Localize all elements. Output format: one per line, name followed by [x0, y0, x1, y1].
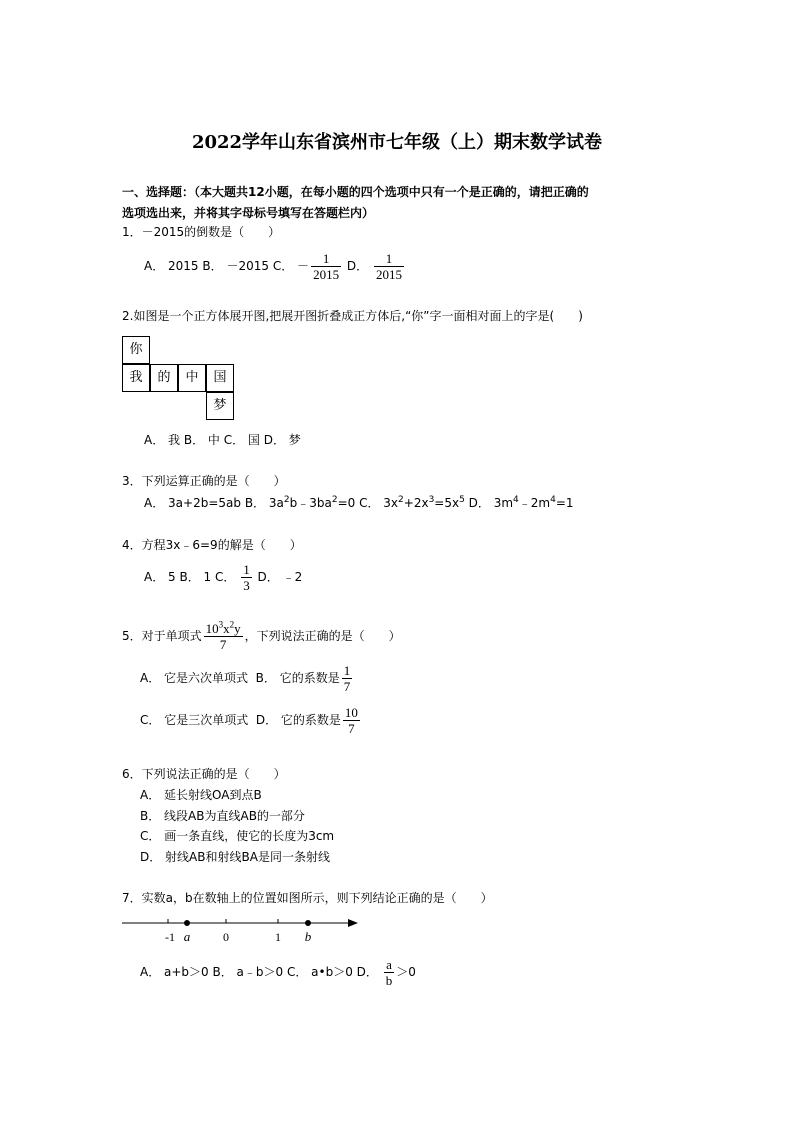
q4-option-d: D． ﹣2	[257, 570, 303, 584]
q5-stem-pre: 5．对于单项式	[122, 629, 202, 643]
q1-option-b: B． －2015	[202, 259, 269, 273]
expr-part: 10	[205, 621, 219, 636]
cube-net-cell: 梦	[206, 392, 234, 420]
cube-net-cell: 的	[150, 364, 178, 392]
fraction-denominator: 7	[343, 679, 351, 694]
q4-option-ab: A． 5 B． 1 C．	[144, 570, 236, 584]
expr-part: =5x	[434, 496, 460, 510]
q1-option-a: A． 2015	[144, 259, 199, 273]
section-heading-line1: 一、选择题：（本大题共12小题，在每小题的四个选项中只有一个是正确的，请把正确的	[122, 185, 589, 199]
fraction-numerator: 1	[374, 251, 404, 267]
fraction-numerator: a	[384, 957, 395, 973]
q6-option-b: B． 线段AB为直线AB的一部分	[140, 809, 305, 823]
fraction-denominator: 2015	[375, 267, 402, 282]
q5-stem-post: ，下列说法正确的是（ ）	[244, 629, 401, 643]
q5-option-c: C． 它是三次单项式	[140, 713, 249, 727]
exponent: 3	[428, 495, 435, 505]
fraction-numerator: 1	[343, 663, 351, 678]
q7-option-d-post: ＞0	[396, 965, 416, 979]
q2-options: A． 我 B． 中 C． 国 D． 梦	[144, 433, 301, 447]
q6-option-d: D． 射线AB和射线BA是同一条射线	[140, 850, 330, 864]
expr-part: =0	[337, 496, 356, 510]
point-a	[184, 920, 190, 926]
q6-stem: 6．下列说法正确的是（ ）	[122, 767, 286, 781]
exponent: 2	[398, 495, 404, 505]
exponent: 5	[459, 495, 465, 505]
expr-part: D． 3m	[468, 496, 514, 510]
expr-part: b﹣3ba	[289, 496, 332, 510]
expr-part: C． 3x	[359, 496, 399, 510]
q5-stem	[122, 621, 401, 652]
q3-option-c	[359, 496, 465, 510]
q4-options	[144, 562, 302, 593]
q1-stem: 1．－2015的倒数是（ ）	[122, 225, 281, 239]
exponent: 2	[283, 495, 290, 505]
cube-net-cell: 中	[178, 364, 206, 392]
expr-part: x	[223, 621, 230, 636]
q1-option-d-fraction	[374, 251, 404, 282]
fraction-denominator: b	[385, 973, 393, 988]
exponent: 3	[218, 619, 224, 630]
cube-net-diagram	[122, 336, 236, 420]
section-heading-line2: 选项选出来，并将其字母标号填写在答题栏内）	[122, 206, 375, 220]
tick-label: 0	[223, 930, 229, 944]
q5-option-a: A． 它是六次单项式	[140, 671, 249, 685]
fraction-denominator: 7	[348, 721, 355, 736]
q5-option-d-fraction	[343, 705, 360, 736]
q1-option-d-label: D．	[346, 259, 369, 273]
q7-stem: 7．实数a，b在数轴上的位置如图所示，则下列结论正确的是（ ）	[122, 891, 493, 905]
fraction-denominator: 2015	[313, 267, 340, 282]
q5-option-b: B． 它的系数是	[255, 671, 340, 685]
point-a-label: a	[183, 929, 191, 944]
q1-option-c-label: C．	[272, 259, 294, 273]
cube-net-cell: 你	[122, 336, 150, 364]
q3-stem: 3．下列运算正确的是（ ）	[122, 474, 286, 488]
fraction-denominator: 3	[243, 578, 250, 593]
expr-part: +2x	[403, 496, 429, 510]
q5-option-d: D． 它的系数是	[255, 713, 341, 727]
number-line-arrow	[348, 919, 358, 927]
fraction-denominator: 7	[219, 637, 227, 652]
q3-option-d	[469, 496, 574, 510]
q6-option-c: C． 画一条直线，使它的长度为3cm	[140, 829, 335, 843]
q3-options	[144, 494, 574, 511]
q1-option-c-sign: －	[297, 259, 310, 273]
fraction-numerator: 1	[311, 251, 341, 267]
tick-label: -1	[165, 930, 175, 944]
q5-monomial-fraction	[204, 621, 243, 652]
fraction-numerator	[204, 621, 243, 637]
fraction-numerator: 10	[344, 705, 358, 720]
q2-stem: 2.如图是一个正方体展开图,把展开图折叠成正方体后,“你”字一面相对面上的字是( )	[122, 309, 583, 323]
q5-options-ab	[140, 663, 354, 694]
exponent: 2	[331, 495, 338, 505]
q6-option-a: A． 延长射线OA到点B	[140, 788, 262, 802]
q1-options	[144, 251, 406, 282]
fraction-numerator: 1	[243, 562, 250, 577]
q3-option-a: A． 3a+2b=5ab	[144, 496, 241, 510]
expr-part: ﹣2m	[518, 496, 551, 510]
q1-option-c-fraction	[311, 251, 341, 282]
q5-option-b-fraction	[342, 663, 353, 694]
q4-option-c-fraction	[241, 562, 252, 593]
cube-net-cell: 国	[206, 364, 234, 392]
point-b	[305, 920, 311, 926]
exponent: 4	[550, 495, 556, 505]
q4-stem: 4．方程3x﹣6=9的解是（ ）	[122, 538, 302, 552]
number-line-diagram	[118, 912, 368, 946]
page-title: 2022学年山东省滨州市七年级（上）期末数学试卷	[191, 132, 603, 153]
expr-part: B． 3a	[244, 496, 284, 510]
exponent: 2	[229, 619, 235, 630]
q7-option-d-fraction	[384, 957, 395, 988]
q7-options-abc: A． a+b＞0 B． a﹣b＞0 C． a•b＞0 D．	[140, 965, 378, 979]
q3-option-b	[245, 496, 355, 510]
expr-part: y	[234, 621, 241, 636]
cube-net-cell: 我	[122, 364, 150, 392]
tick-label: 1	[275, 930, 281, 944]
q7-options	[140, 957, 416, 988]
exponent: 4	[513, 495, 519, 505]
expr-part: =1	[555, 496, 574, 510]
q5-options-cd	[140, 705, 362, 736]
point-b-label: b	[304, 929, 312, 944]
